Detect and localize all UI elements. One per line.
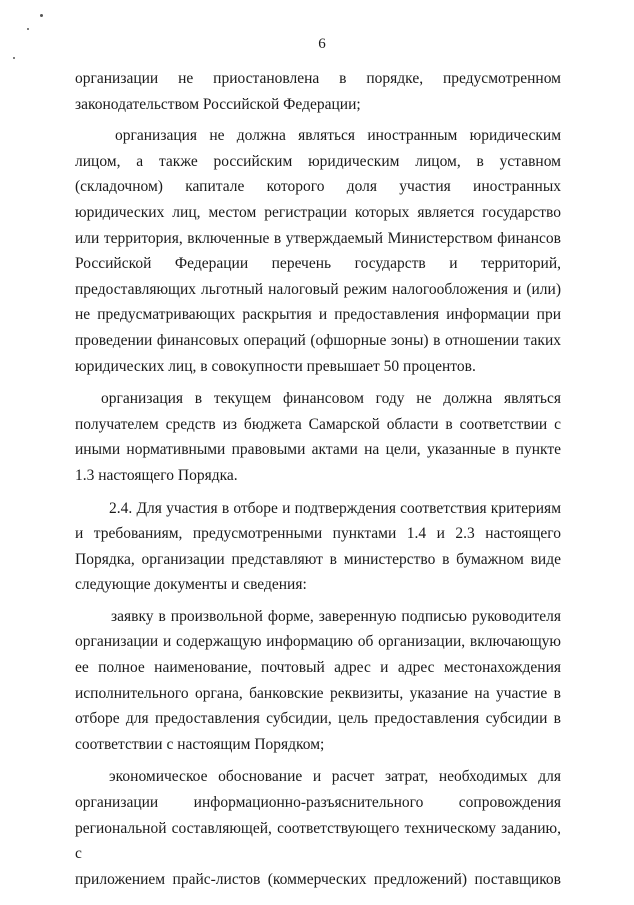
paragraph-application-form: заявку в произвольной форме, заверенную подписью руководителя организации и содержащую информацию об организации, включающую ее полное наименование, почтовый адрес и адрес местонахождения исполнительного органа, банковские реквизиты, указание на участие в отборе для предоставления субсидии, цель предоставления субсидии в соответствии с настоящим Порядком; (75, 607, 561, 753)
paragraph-line: региональной составляющей, соответствующего техническому заданию, с (75, 819, 561, 863)
paragraph-continuation (75, 66, 561, 117)
paragraph-line: законодательством Российской Федерации; (75, 95, 361, 113)
paragraph-budget-funds-requirement: организация в текущем финансовом году не должна являться получателем средств из бюджета Самарской области в соответствии с иными нормативными правовыми актами на цели, указанные в пункте 1.3 настоящего Порядка. (75, 390, 561, 484)
scan-artifact-dot (27, 28, 29, 30)
paragraph-line: организации не приостановлена в порядке, предусмотренном (75, 70, 561, 87)
paragraph-line: организации информационно-разъяснительного сопровождения (75, 794, 561, 812)
paragraph-section-2-4: 2.4. Для участия в отборе и подтверждения соответствия критериям и требованиям, предусмотренными пунктами 1.4 и 2.3 настоящего Порядка, организации представляют в министерство в бумажном виде следующие документы и сведения: (75, 499, 561, 594)
document-body (75, 66, 561, 892)
paragraph-foreign-entity-requirement: организация не должна являться иностранным юридическим лицом, а также российским юридическим лицом, в уставном (складочном) капитале которого доля участия иностранных юридических лиц, местом регистрации которых является государство или территория, включенные в утверждаемый Министерством финансов Российской Федерации перечень государств и территорий, предоставляющих льготный налоговый режим налогообложения и (или) не предусматривающих раскрытия и предоставления информации при проведении финансовых операций (офшорные зоны) в отношении таких юридических лиц, в совокупности превышает 50 процентов. (75, 127, 561, 375)
page-number: 6 (318, 36, 326, 52)
paragraph-line: приложением прайс-листов (коммерческих предложений) поставщиков (75, 870, 561, 888)
scan-artifact-dot (13, 57, 15, 59)
paragraph-line: экономическое обоснование и расчет затрат, необходимых для (109, 768, 561, 786)
scan-artifact-dot (40, 14, 43, 17)
paragraph-economic-justification (75, 764, 561, 892)
